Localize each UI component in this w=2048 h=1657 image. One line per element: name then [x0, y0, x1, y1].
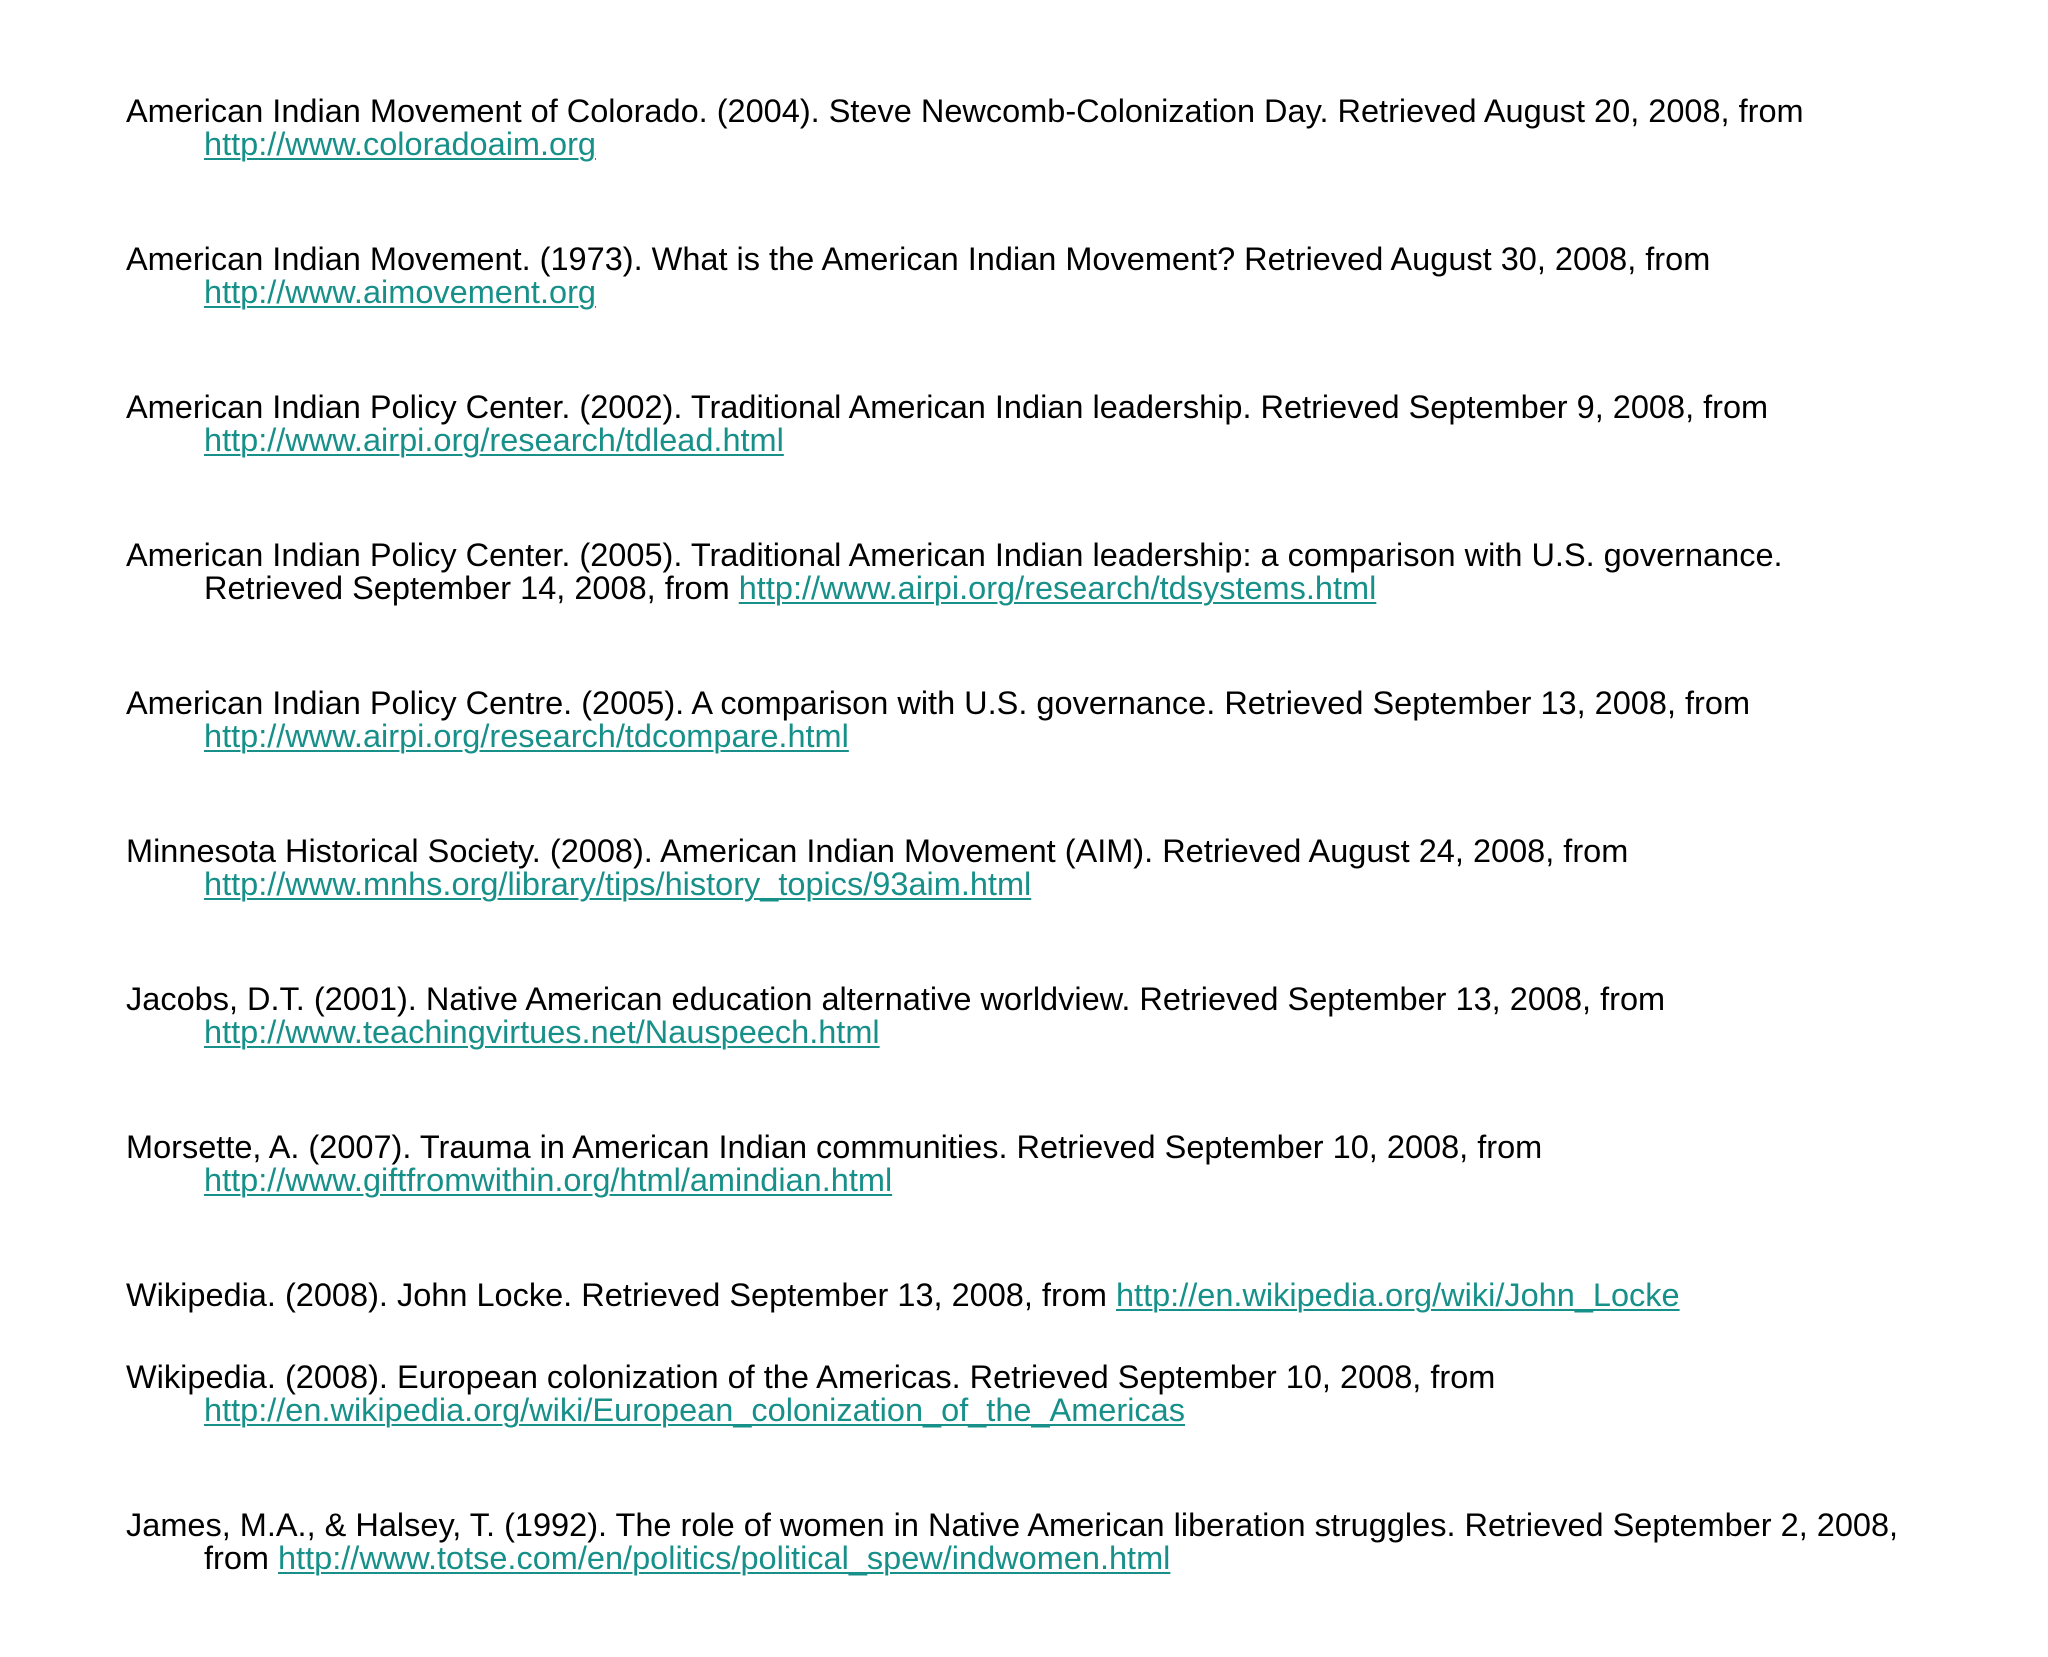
reference-text: James, M.A., & Halsey, T. (1992). The role of women in Native American liberation struggles. Retrieved September 2, 2008, from [126, 1507, 1899, 1576]
reference-entry [126, 1361, 1926, 1427]
reference-entry [126, 391, 1926, 457]
reference-link[interactable]: http://www.teachingvirtues.net/Nauspeech.html [204, 1014, 880, 1050]
reference-entry [126, 1509, 1926, 1575]
reference-list [126, 95, 1926, 1657]
reference-link[interactable]: http://www.coloradoaim.org [204, 126, 596, 162]
reference-text: American Indian Policy Center. (2005). Traditional American Indian leadership: a comparison with U.S. governance. Retrieved September 14, 2008, from [126, 537, 1783, 606]
reference-text: American Indian Policy Center. (2002). Traditional American Indian leadership. Retrieved September 9, 2008, from [126, 389, 1769, 425]
reference-text: Wikipedia. (2008). John Locke. Retrieved September 13, 2008, from [126, 1277, 1107, 1313]
reference-text: Jacobs, D.T. (2001). Native American education alternative worldview. Retrieved September 13, 2008, from [126, 981, 1666, 1017]
reference-entry [126, 539, 1926, 605]
reference-entry [126, 983, 1926, 1049]
reference-entry [126, 687, 1926, 753]
reference-text: Minnesota Historical Society. (2008). American Indian Movement (AIM). Retrieved August 24, 2008, from [126, 833, 1629, 869]
reference-text: Wikipedia. (2008). European colonization of the Americas. Retrieved September 10, 2008, from [126, 1359, 1496, 1395]
reference-link[interactable]: http://www.giftfromwithin.org/html/amindian.html [204, 1162, 893, 1198]
reference-text: American Indian Policy Centre. (2005). A comparison with U.S. governance. Retrieved September 13, 2008, from [126, 685, 1751, 721]
reference-entry [126, 1131, 1926, 1197]
reference-link[interactable]: http://www.mnhs.org/library/tips/history_topics/93aim.html [204, 866, 1032, 902]
reference-text: American Indian Movement of Colorado. (2004). Steve Newcomb-Colonization Day. Retrieved August 20, 2008, from [126, 93, 1804, 129]
reference-entry [126, 835, 1926, 901]
reference-entry [126, 243, 1926, 309]
reference-link[interactable]: http://en.wikipedia.org/wiki/European_colonization_of_the_Americas [204, 1392, 1185, 1428]
reference-link[interactable]: http://www.airpi.org/research/tdcompare.html [204, 718, 849, 754]
reference-link[interactable]: http://www.totse.com/en/politics/political_spew/indwomen.html [278, 1540, 1171, 1576]
reference-entry [126, 95, 1926, 161]
reference-text: American Indian Movement. (1973). What is the American Indian Movement? Retrieved August 30, 2008, from [126, 241, 1711, 277]
reference-entry [126, 1279, 1926, 1312]
reference-link[interactable]: http://en.wikipedia.org/wiki/John_Locke [1115, 1277, 1680, 1313]
reference-link[interactable]: http://www.aimovement.org [204, 274, 596, 310]
reference-text: Morsette, A. (2007). Trauma in American Indian communities. Retrieved September 10, 2008, from [126, 1129, 1543, 1165]
reference-link[interactable]: http://www.airpi.org/research/tdsystems.html [738, 570, 1377, 606]
reference-link[interactable]: http://www.airpi.org/research/tdlead.html [204, 422, 784, 458]
